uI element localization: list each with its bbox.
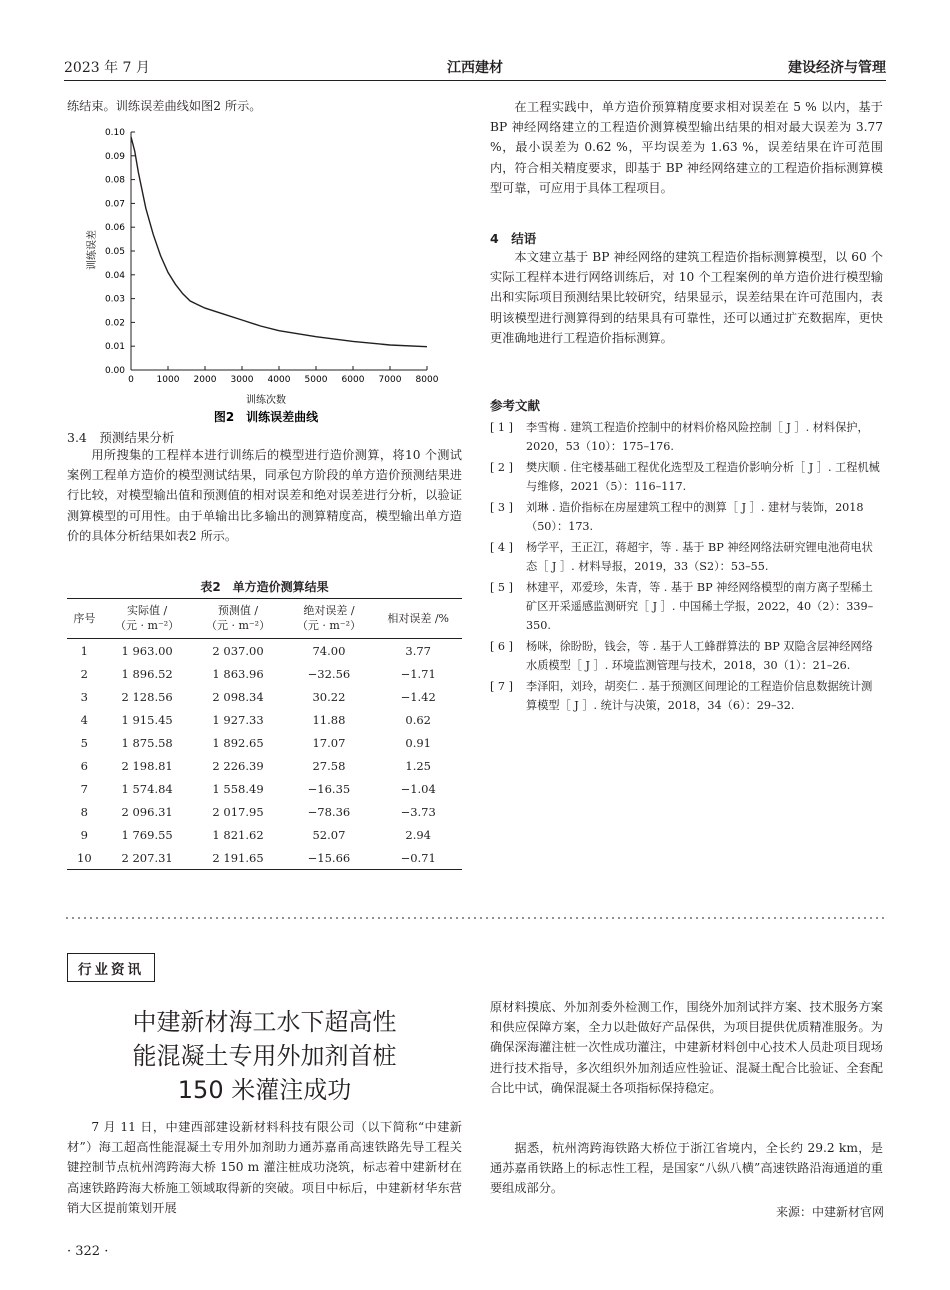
table-row	[67, 662, 462, 685]
chart-x-tick-label: 5000	[304, 375, 328, 385]
table-cell: 5	[80, 735, 88, 750]
table-2	[67, 598, 462, 870]
table-row	[67, 823, 462, 846]
table-row	[67, 800, 462, 823]
chart-title: 图2 训练误差曲线	[213, 410, 319, 424]
chart-xlabel: 训练次数	[246, 395, 286, 406]
news-right-paragraph-1: 原材料摸底、外加剂委外检测工作，围绕外加剂试拌方案、技术服务方案和供应保障方案，全力以赴做好产品保供，为项目提供优质精准服务。为确保深海灌注桩一次性成功灌注，中建新材料创中心技术人员赴项目现场进行技术指导，多次组织外加剂适应性验证、混凝土配合比验证、全套配合比中试，确保混凝土各项指标保持稳定。	[490, 1000, 883, 1095]
right-paragraph-1: 在工程实践中，单方造价预算精度要求相对误差在 5 % 以内，基于 BP 神经网络建立的工程造价测算模型输出结果的相对最大误差为 3.77 %，最小误差为 0.62 %，平均误差为 1.63 %，误差结果在许可范围内，符合相关精度要求，即基于 BP 神经网络建立的工程造价指标测算模型可靠，可应用于具体工程项目。	[490, 100, 883, 195]
table-cell: 1 915.45	[121, 712, 173, 727]
reference-text: 刘琳 . 造价指标在房屋建筑工程中的测算［ J ］. 建材与装饰，2018（50）：173.	[526, 501, 864, 533]
table-cell: 3.77	[405, 643, 431, 658]
reference-number: [ 4 ]	[490, 541, 513, 554]
reference-number: [ 3 ]	[490, 501, 513, 514]
table-cell: 6	[80, 758, 88, 773]
chart-y-tick-label: 0.05	[104, 247, 125, 257]
header-date: 2023 年 7 月	[64, 60, 150, 76]
reference-text: 李雪梅 . 建筑工程造价控制中的材料价格风险控制［ J ］. 材料保护，2020，53（10）：175–176.	[526, 421, 869, 453]
table-cell: 1 821.62	[212, 827, 264, 842]
chart-x-tick-label: 7000	[378, 375, 402, 385]
table-cell: 2 096.31	[121, 804, 173, 819]
table-cell: 2 198.81	[121, 758, 173, 773]
chart-x-tick-label: 8000	[415, 375, 439, 385]
table-header-cell: 预测值 / （元 · m⁻²）	[193, 599, 284, 639]
news-title-line: 中建新材海工水下超高性	[132, 1008, 397, 1036]
table-cell: −1.42	[400, 689, 436, 704]
section-4-heading: 4 结语	[490, 231, 537, 246]
table-cell: 2 128.56	[121, 689, 173, 704]
news-title	[67, 1005, 462, 1107]
chart-y-tick-label: 0.07	[104, 199, 125, 210]
news-title-line: 150 米灌注成功	[177, 1076, 352, 1104]
header-rule	[64, 80, 886, 81]
table-cell: 10	[67, 846, 102, 870]
news-left-paragraph: 7 月 11 日，中建西部建设新材料科技有限公司（以下简称“中建新材”）海工超高性能混凝土专用外加剂助力通苏嘉甬高速铁路先导工程关键控制节点杭州湾跨海大桥 150 m 灌注桩成功浇筑，标志着中建新材在高速铁路跨海大桥施工领域取得新的突破。项目中标后，中建新材华东营销大区提前策划开展	[67, 1120, 462, 1215]
reference-text: 樊庆顺 . 住宅楼基础工程优化选型及工程造价影响分析［ J ］. 工程机械与维修，2021（5）：116–117.	[526, 461, 880, 493]
table-cell: 30.22	[312, 689, 346, 704]
table-cell: 74.00	[312, 643, 346, 658]
references-heading: 参考文献	[490, 398, 541, 413]
table-row	[67, 685, 462, 708]
reference-text: 林建平，邓爱珍，朱青，等 . 基于 BP 神经网络模型的南方离子型稀土矿区开采遥感监测研究［ J ］. 中国稀土学报，2022，40（2）：339–350.	[526, 581, 874, 632]
news-label: 行业资讯	[67, 953, 155, 982]
left-top-text: 练结束。训练误差曲线如图2 所示。	[67, 99, 262, 113]
table-cell: −1.04	[400, 781, 436, 796]
table-cell: 4	[80, 712, 88, 727]
table-cell: 2 207.31	[102, 846, 193, 870]
table-cell: 2 191.65	[193, 846, 284, 870]
table-cell: −32.56	[307, 666, 351, 681]
table-row	[67, 777, 462, 800]
table-cell: 2 017.95	[212, 804, 264, 819]
header-section: 建设经济与管理	[788, 60, 886, 76]
table-cell: 17.07	[312, 735, 346, 750]
reference-number: [ 2 ]	[490, 461, 513, 474]
table-cell: 9	[80, 827, 88, 842]
table-cell: 1 574.84	[121, 781, 173, 796]
chart-x-tick-label: 4000	[267, 375, 291, 385]
chart-x-tick-label: 6000	[341, 375, 365, 385]
table-cell: 1 927.33	[212, 712, 264, 727]
reference-item	[490, 637, 883, 675]
reference-number: [ 1 ]	[490, 421, 513, 434]
page-number: · 322 ·	[67, 1244, 109, 1259]
table-cell: −15.66	[283, 846, 374, 870]
chart-y-tick-label: 0.02	[104, 318, 125, 329]
chart-y-tick-label: 0.03	[104, 294, 125, 305]
chart-axes	[105, 128, 439, 385]
table-cell: −16.35	[307, 781, 351, 796]
chart-x-tick-label: 3000	[230, 375, 254, 385]
table-header-cell: 实际值 / （元 · m⁻²）	[102, 599, 193, 639]
table-cell: 1 863.96	[212, 666, 264, 681]
reference-text: 杨学平，王正江，蒋超宇，等 . 基于 BP 神经网络法研究锂电池荷电状态［ J ］. 材料导报，2019，33（S2）：53–55.	[526, 541, 873, 573]
table-cell: 7	[80, 781, 88, 796]
chart-y-tick-label: 0.04	[104, 270, 125, 281]
reference-number: [ 6 ]	[490, 640, 513, 653]
news-right-paragraph-2: 据悉，杭州湾跨海铁路大桥位于浙江省境内，全长约 29.2 km，是通苏嘉甬铁路上的标志性工程，是国家“八纵八横”高速铁路沿海通道的重要组成部分。	[490, 1141, 883, 1196]
training-error-chart	[67, 120, 462, 425]
table-cell: 11.88	[312, 712, 346, 727]
chart-y-tick-label: 0.10	[104, 128, 125, 138]
table-row	[67, 754, 462, 777]
reference-number: [ 5 ]	[490, 581, 513, 594]
table-cell: 0.62	[405, 712, 431, 727]
reference-text: 杨咪，徐盼盼，钱会，等 . 基于人工蜂群算法的 BP 双隐含层神经网络水质模型［ J ］. 环境监测管理与技术，2018，30（1）：21–26.	[526, 640, 873, 672]
table-cell: 2.94	[405, 827, 431, 842]
table-cell: −1.71	[400, 666, 436, 681]
table-cell: 1 875.58	[121, 735, 173, 750]
reference-item	[490, 498, 883, 536]
chart-x-tick-label: 0	[128, 375, 134, 385]
table-cell: 2	[80, 666, 88, 681]
header-journal: 江西建材	[447, 60, 503, 76]
chart-y-tick-label: 0.00	[104, 366, 125, 376]
table-cell: 1 558.49	[212, 781, 264, 796]
chart-ylabel: 训练误差	[87, 230, 98, 270]
table-cell: 27.58	[312, 758, 346, 773]
reference-item	[490, 677, 883, 715]
chart-series-line	[131, 137, 427, 347]
reference-text: 李泽阳，刘玲，胡奕仁 . 基于预测区间理论的工程造价信息数据统计测算模型［ J ］. 统计与决策，2018，34（6）：29–32.	[526, 680, 873, 712]
table-row	[67, 731, 462, 754]
table-cell: 1 896.52	[121, 666, 173, 681]
table-cell: −78.36	[307, 804, 351, 819]
chart-x-tick-label: 2000	[193, 375, 217, 385]
table-header-cell: 相对误差 /%	[374, 599, 462, 639]
table-cell: 8	[80, 804, 88, 819]
table-header-cell: 序号	[67, 599, 102, 639]
reference-item	[490, 538, 883, 576]
table-cell: 1 769.55	[121, 827, 173, 842]
table-row	[67, 708, 462, 731]
table-2-title: 表2 单方造价测算结果	[200, 580, 329, 594]
table-cell: −0.71	[374, 846, 462, 870]
section-3-4-heading: 3.4 预测结果分析	[67, 430, 175, 445]
reference-item	[490, 458, 883, 496]
reference-item	[490, 418, 883, 456]
table-cell: 52.07	[312, 827, 346, 842]
section-3-4-paragraph: 用所搜集的工程样本进行训练后的模型进行造价测算，将10 个测试案例工程单方造价的模型测试结果，同承包方阶段的单方造价预测结果进行比较，对模型输出值和预测值的相对误差和绝对误差进行分析，以验证测算模型的可用性。由于单输出比多输出的测算精度高，模型输出单方造价的具体分析结果如表2 所示。	[67, 448, 462, 543]
table-cell: −3.73	[400, 804, 436, 819]
chart-y-tick-label: 0.09	[104, 151, 125, 162]
chart-y-tick-label: 0.06	[104, 223, 125, 234]
table-cell: 0.91	[405, 735, 431, 750]
section-4-paragraph: 本文建立基于 BP 神经网络的建筑工程造价指标测算模型，以 60 个实际工程样本进行网络训练后，对 10 个工程案例的单方造价进行模型输出和实际项目预测结果比较研究，结果显示，误差结果在许可范围内，表明该模型进行测算得到的结果具有可靠性，还可以通过扩充数据库，更快更准确地进行工程造价指标测算。	[490, 250, 883, 345]
chart-x-tick-label: 1000	[156, 375, 180, 385]
news-title-line: 能混凝土专用外加剂首桩	[132, 1042, 397, 1070]
table-cell: 2 037.00	[212, 643, 264, 658]
references-list	[490, 418, 883, 717]
table-cell: 1.25	[405, 758, 431, 773]
table-row	[67, 639, 462, 663]
chart-y-tick-label: 0.08	[104, 175, 125, 186]
table-cell: 2 226.39	[212, 758, 264, 773]
reference-number: [ 7 ]	[490, 680, 513, 693]
chart-y-tick-label: 0.01	[104, 342, 125, 353]
table-cell: 1	[80, 643, 88, 658]
table-cell: 2 098.34	[212, 689, 264, 704]
table-cell: 1 963.00	[121, 643, 173, 658]
table-cell: 1 892.65	[212, 735, 264, 750]
table-cell: 3	[80, 689, 88, 704]
table-header-cell: 绝对误差 / （元 · m⁻²）	[283, 599, 374, 639]
news-source: 来源：中建新材官网	[775, 1205, 884, 1219]
reference-item	[490, 578, 883, 635]
table-row	[67, 846, 462, 870]
dotted-divider	[64, 915, 886, 921]
